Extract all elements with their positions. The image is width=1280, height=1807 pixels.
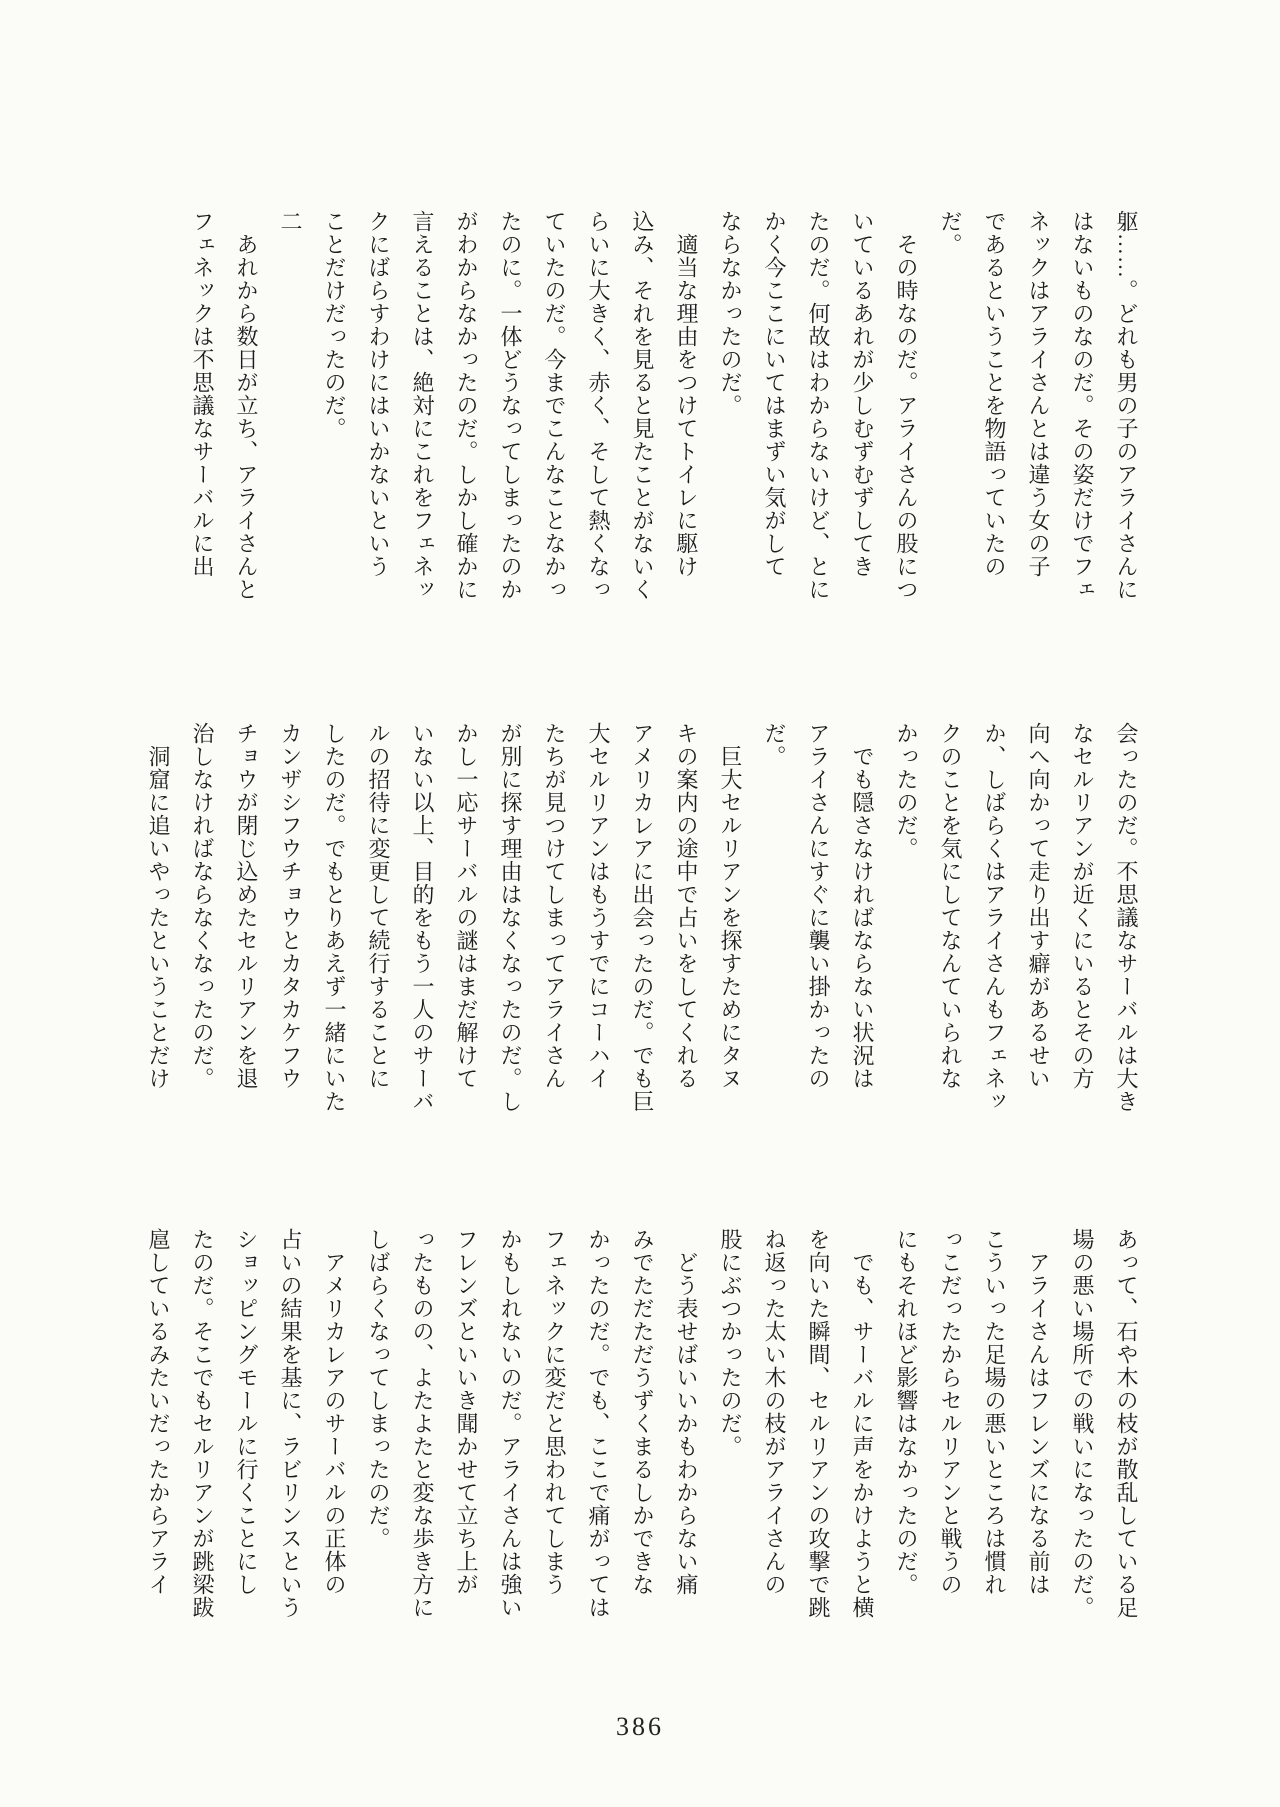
page-number: 386 <box>616 1712 664 1741</box>
text-column: クにばらすわけにはいかないという <box>366 210 391 578</box>
text-column: したのだ。でもとりあえず一緒にいた <box>322 722 347 1113</box>
text-column: を向いた瞬間、セルリアンの攻撃で跳 <box>806 1228 831 1619</box>
text-column: たのだ。何故はわからないけど、とに <box>806 210 831 601</box>
text-column: 言えることは、絶対にこれをフェネッ <box>410 210 435 601</box>
text-column: なセルリアンが近くにいるとその方 <box>1070 722 1095 1090</box>
text-column: ネックはアライさんとは違う女の子 <box>1026 210 1051 578</box>
text-column: 大セルリアンはもうすでにコーハイ <box>586 722 611 1090</box>
text-column: フェネックは不思議なサーバルに出 <box>190 210 215 578</box>
text-column: ていたのだ。今までこんなことなかっ <box>542 210 567 601</box>
text-column: らいに大きく、赤く、そして熱くなっ <box>586 210 611 601</box>
text-column: いない以上、目的をもう一人のサーバ <box>410 722 435 1113</box>
text-column: チョウが閉じ込めたセルリアンを退 <box>234 722 259 1090</box>
text-column: だ。 <box>762 722 787 768</box>
text-column: 会ったのだ。不思議なサーバルは大き <box>1114 722 1139 1113</box>
text-column: が別に探す理由はなくなったのだ。し <box>498 722 523 1113</box>
text-column: っこだったからセルリアンと戦うの <box>938 1228 963 1596</box>
text-column: 股にぶつかったのだ。 <box>718 1228 743 1458</box>
text-column: アライさんはフレンズになる前は <box>1026 1228 1051 1596</box>
text-column: ルの招待に変更して続行することに <box>366 722 391 1090</box>
text-column: あって、石や木の枝が散乱している足 <box>1114 1228 1139 1619</box>
text-column: はないものなのだ。その姿だけでフェ <box>1070 210 1095 601</box>
text-column: フェネックに変だと思われてしまう <box>542 1228 567 1596</box>
text-band-top <box>180 210 1148 608</box>
text-column: 二 <box>278 210 303 233</box>
text-column: その時なのだ。アライさんの股につ <box>894 210 919 601</box>
text-column: どう表せばいいかもわからない痛 <box>674 1228 699 1596</box>
text-column: アライさんにすぐに襲い掛かったの <box>806 722 831 1090</box>
text-column: ならなかったのだ。 <box>718 210 743 417</box>
text-column: たのに。一体どうなってしまったのか <box>498 210 523 601</box>
text-column: ったものの、よたよたと変な歩き方に <box>410 1228 435 1619</box>
text-column: かったのだ。 <box>894 722 919 860</box>
text-column: 占いの結果を基に、ラビリンスという <box>278 1228 303 1619</box>
text-column: たのだ。そこでもセルリアンが跳梁跋 <box>190 1228 215 1619</box>
text-column: クのことを気にしてなんていられな <box>938 722 963 1090</box>
text-column: 込み、それを見ると見たことがないく <box>630 210 655 601</box>
text-column: あれから数日が立ち、アライさんと <box>234 210 259 601</box>
text-column: 巨大セルリアンを探すためにタヌ <box>718 722 743 1090</box>
text-column: 場の悪い場所での戦いになったのだ。 <box>1070 1228 1095 1619</box>
text-column: かもしれないのだ。アライさんは強い <box>498 1228 523 1619</box>
text-column: たちが見つけてしまってアライさん <box>542 722 567 1090</box>
text-column: かく今ここにいてはまずい気がして <box>762 210 787 578</box>
text-column: カンザシフウチョウとカタカケフウ <box>278 722 303 1090</box>
text-column: いているあれが少しむずむずしてき <box>850 210 875 578</box>
text-column: にもそれほど影響はなかったのだ。 <box>894 1228 919 1596</box>
text-column: ことだけだったのだ。 <box>322 210 347 440</box>
text-column: 治しなければならなくなったのだ。 <box>190 722 215 1090</box>
text-column: 躯……。どれも男の子のアライさんに <box>1114 210 1139 601</box>
text-column: 向へ向かって走り出す癖があるせい <box>1026 722 1051 1090</box>
text-column: こういった足場の悪いところは慣れ <box>982 1228 1007 1596</box>
text-column: かったのだ。でも、ここで痛がっては <box>586 1228 611 1619</box>
text-column: 扈しているみたいだったからアライ <box>146 1228 171 1596</box>
text-column: 洞窟に追いやったということだけ <box>146 722 171 1090</box>
text-column: かし一応サーバルの謎はまだ解けて <box>454 722 479 1090</box>
text-column: みでただただうずくまるしかできな <box>630 1228 655 1596</box>
text-column: 適当な理由をつけてトイレに駆け <box>674 210 699 578</box>
text-column: キの案内の途中で占いをしてくれる <box>674 722 699 1090</box>
text-column: ね返った太い木の枝がアライさんの <box>762 1228 787 1596</box>
text-column: だ。 <box>938 210 963 256</box>
text-column: でも隠さなければならない状況は <box>850 722 875 1090</box>
text-column: フレンズといいき聞かせて立ち上が <box>454 1228 479 1596</box>
text-band-bottom <box>136 1228 1148 1626</box>
text-column: アメリカレアに出会ったのだ。でも巨 <box>630 722 655 1113</box>
text-column: しばらくなってしまったのだ。 <box>366 1228 391 1550</box>
text-column: であるということを物語っていたの <box>982 210 1007 578</box>
text-column: アメリカレアのサーバルの正体の <box>322 1228 347 1596</box>
text-column: ショッピングモールに行くことにし <box>234 1228 259 1596</box>
text-column: がわからなかったのだ。しかし確かに <box>454 210 479 601</box>
text-band-middle <box>136 722 1148 1120</box>
text-column: か、しばらくはアライさんもフェネッ <box>982 722 1007 1113</box>
text-column: でも、サーバルに声をかけようと横 <box>850 1228 875 1619</box>
